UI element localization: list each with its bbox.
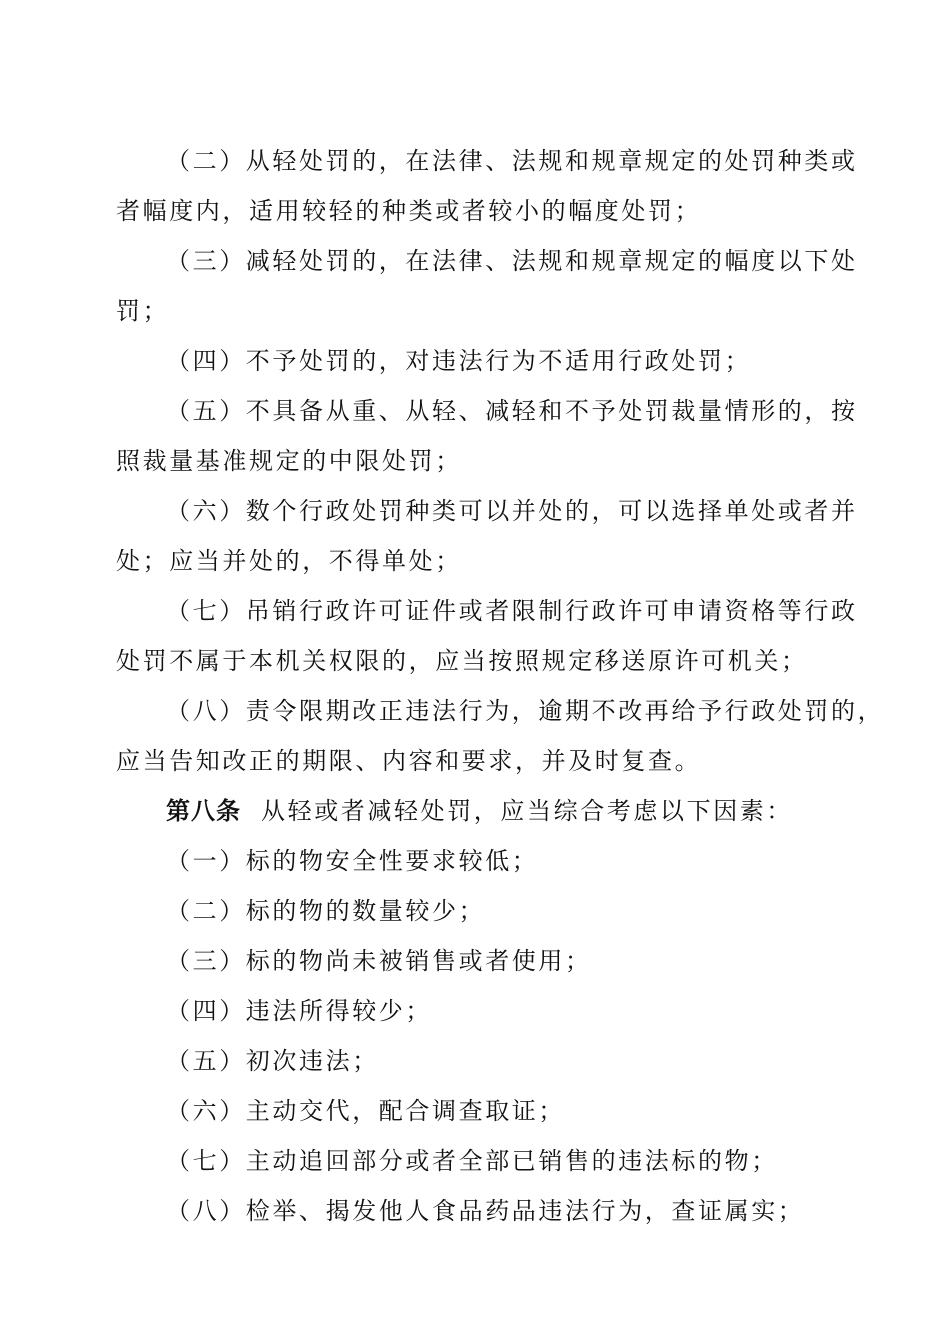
factor-item: （五）初次违法； <box>166 1047 379 1075</box>
paragraph-line: （三）减轻处罚的，在法律、法规和规章规定的幅度以下处 <box>166 247 858 275</box>
paragraph-line: （二）从轻处罚的，在法律、法规和规章规定的处罚种类或 <box>166 147 858 175</box>
factor-item: （八）检举、揭发他人食品药品违法行为，查证属实； <box>166 1197 805 1225</box>
article-8-line <box>116 786 836 836</box>
paragraph-line: 处罚不属于本机关权限的，应当按照规定移送原许可机关； <box>116 647 808 675</box>
article-8-text: 从轻或者减轻处罚，应当综合考虑以下因素： <box>261 797 793 825</box>
paragraph-line: 处；应当并处的，不得单处； <box>116 547 462 575</box>
factor-item: （三）标的物尚未被销售或者使用； <box>166 947 592 975</box>
paragraph-line: 照裁量基准规定的中限处罚； <box>116 447 462 475</box>
factor-item: （七）主动追回部分或者全部已销售的违法标的物； <box>166 1147 778 1175</box>
paragraph-line: （五）不具备从重、从轻、减轻和不予处罚裁量情形的，按 <box>166 397 858 425</box>
paragraph-line: （八）责令限期改正违法行为，逾期不改再给予行政处罚的， <box>166 697 885 725</box>
paragraph-line: （六）数个行政处罚种类可以并处的，可以选择单处或者并 <box>166 497 858 525</box>
factor-item: （四）违法所得较少； <box>166 997 432 1025</box>
factor-item: （一）标的物安全性要求较低； <box>166 847 539 875</box>
document-body <box>116 136 885 1236</box>
paragraph-line: 应当告知改正的期限、内容和要求，并及时复查。 <box>116 747 702 775</box>
paragraph-line: 者幅度内，适用较轻的种类或者较小的幅度处罚； <box>116 197 702 225</box>
factor-item: （六）主动交代，配合调查取证； <box>166 1097 565 1125</box>
factor-item: （二）标的物的数量较少； <box>166 897 486 925</box>
paragraph-line: （四）不予处罚的，对违法行为不适用行政处罚； <box>166 347 752 375</box>
paragraph-line: 罚； <box>116 297 170 325</box>
article-8-heading: 第八条 <box>166 797 241 825</box>
paragraph-line: （七）吊销行政许可证件或者限制行政许可申请资格等行政 <box>166 597 858 625</box>
